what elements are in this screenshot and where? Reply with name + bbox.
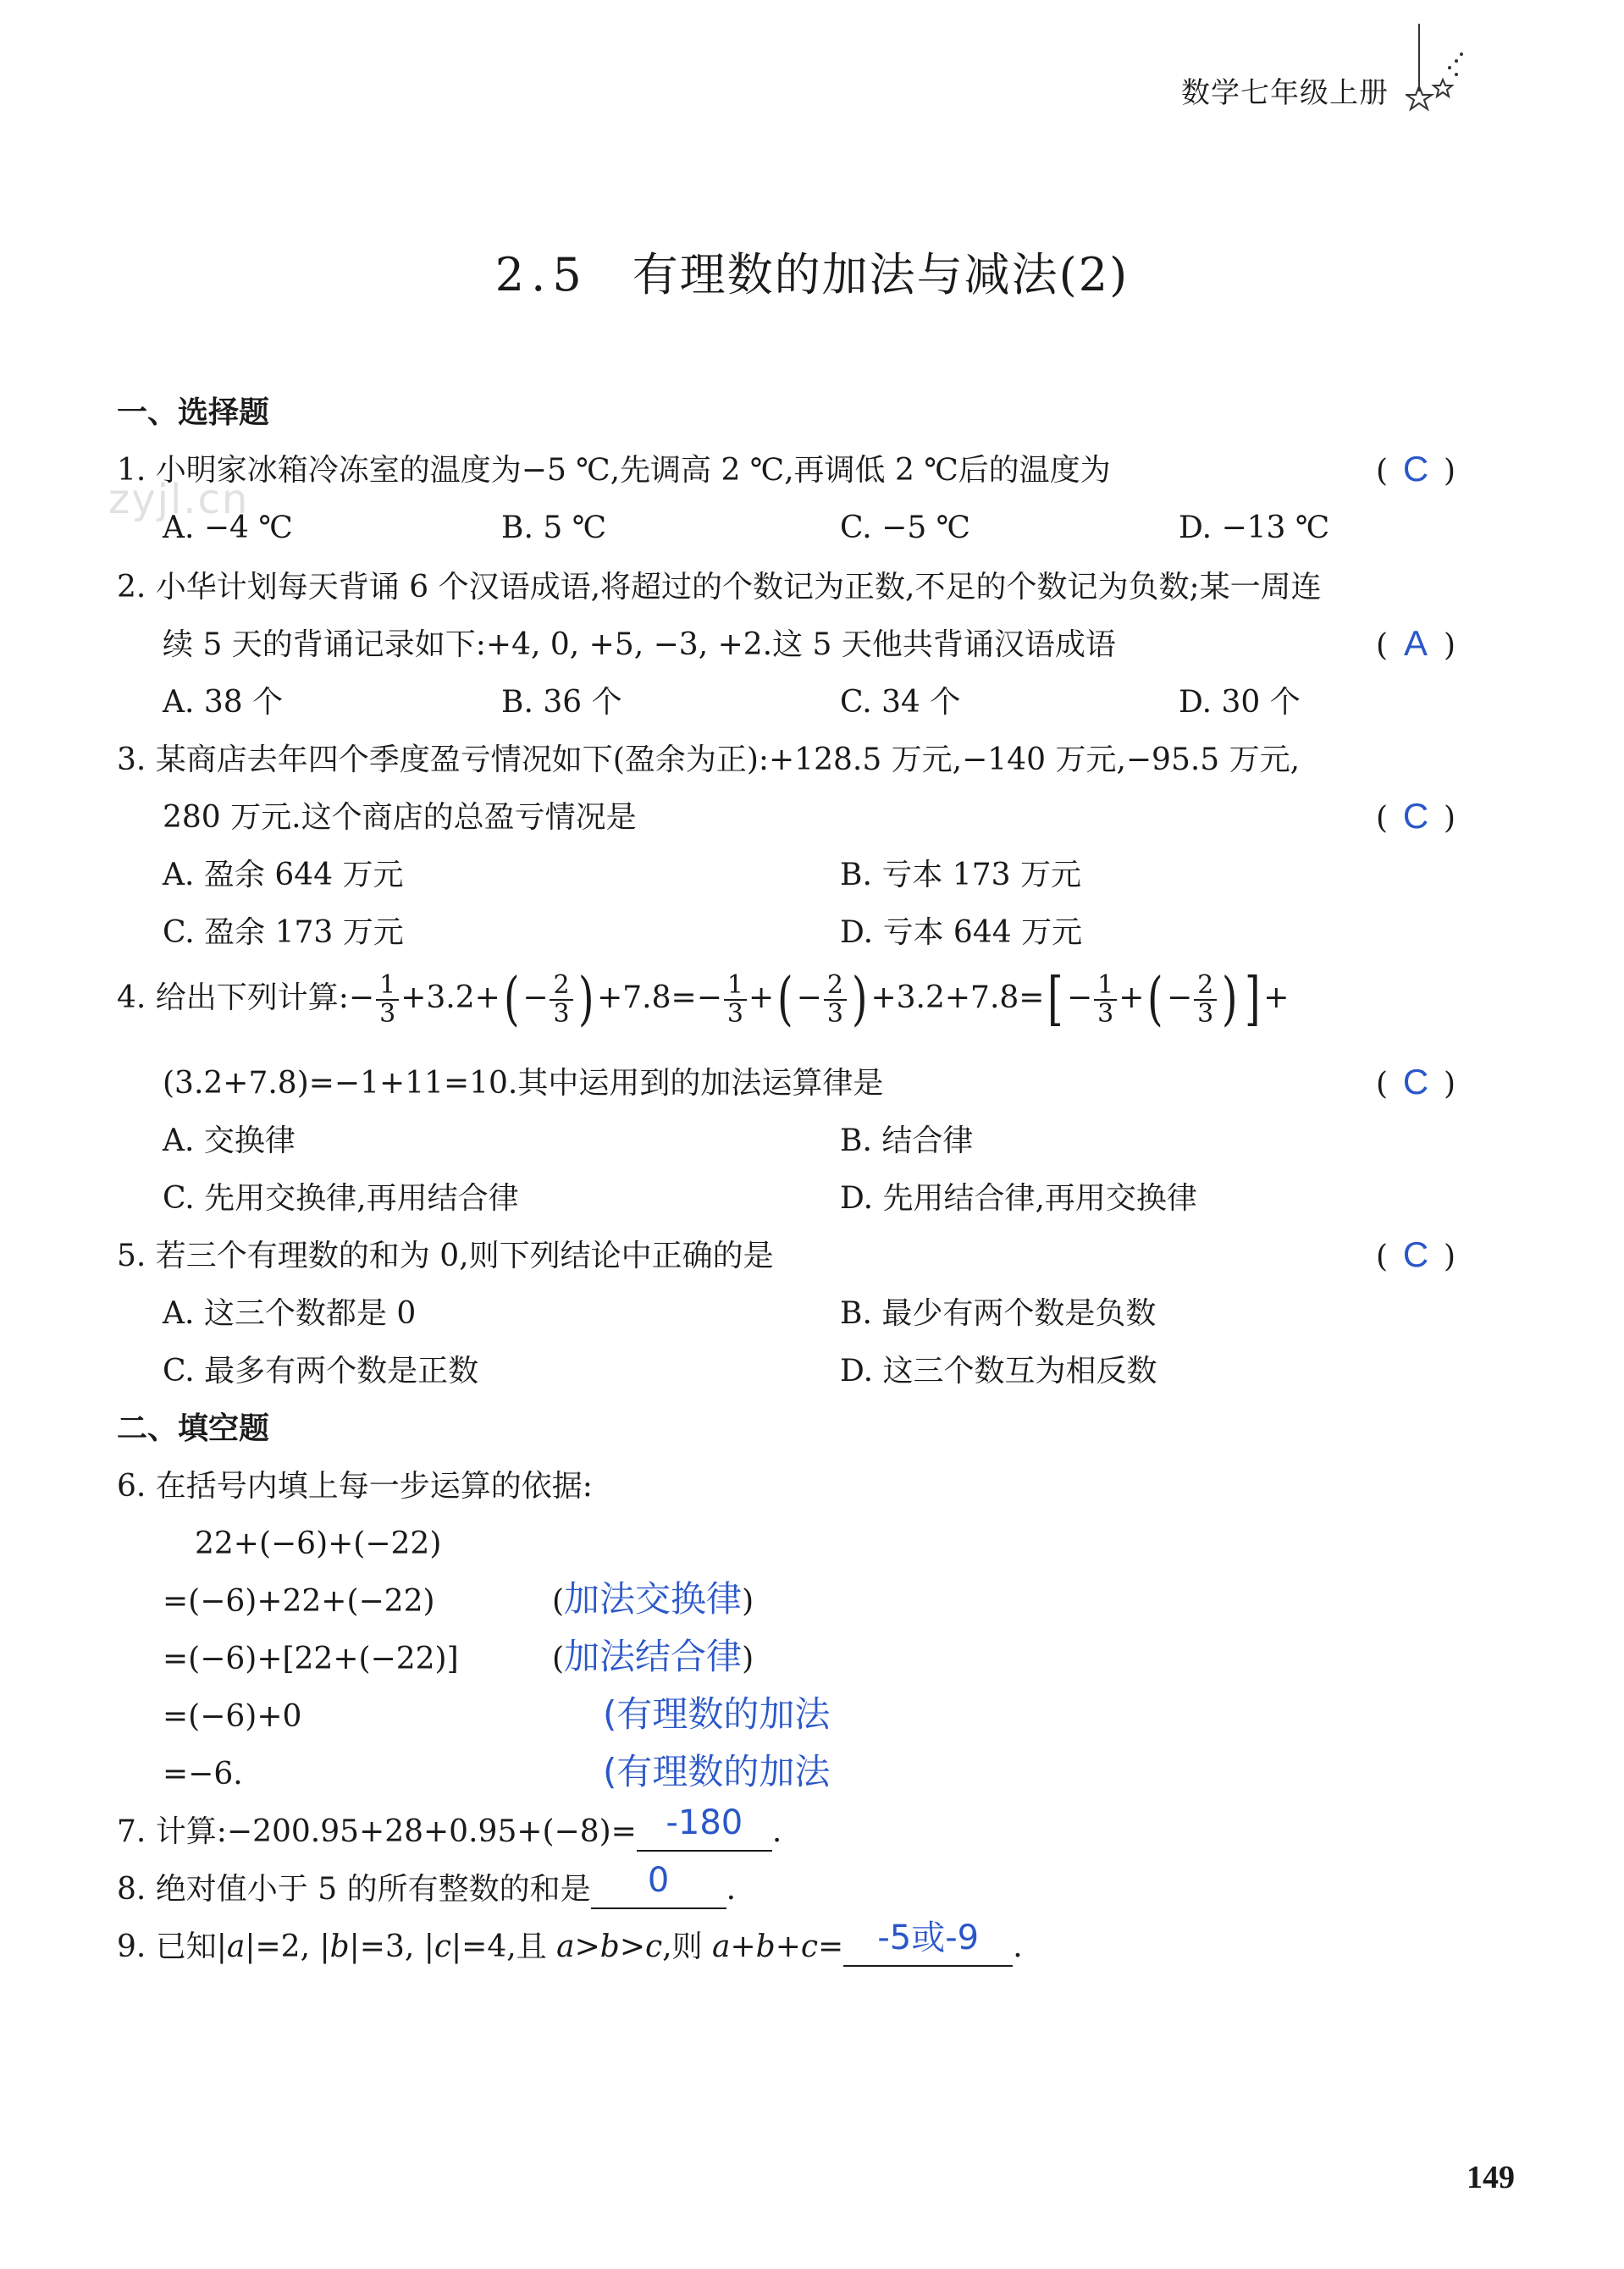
q7-answer: -180: [666, 1803, 743, 1843]
q5-answer-paren: ( C ): [1376, 1234, 1456, 1274]
running-head: 数学七年级上册: [1181, 76, 1389, 110]
q5-stem: 5. 若三个有理数的和为 0,则下列结论中正确的是: [117, 1239, 774, 1273]
q9-answer: -5或-9: [877, 1918, 980, 1958]
q3-option-d: D. 亏本 644 万元: [840, 915, 1083, 950]
q5-answer: C: [1402, 1234, 1429, 1274]
q6-step-reason: (加法结合律): [552, 1636, 754, 1677]
watermark: zyjl.cn: [108, 476, 250, 523]
q2-option-d: D. 30 个: [1179, 685, 1301, 720]
section-heading-fill: 二、填空题: [117, 1411, 270, 1446]
q3-stem-line2: 280 万元.这个商店的总盈亏情况是: [163, 800, 637, 835]
q3-option-b: B. 亏本 173 万元: [840, 858, 1081, 892]
q2-option-c: C. 34 个: [840, 685, 961, 720]
q7-stem: 7. 计算:−200.95+28+0.95+(−8)=: [117, 1814, 637, 1849]
q9-sum: a+b+c: [712, 1929, 819, 1964]
q2-option-a: A. 38 个: [163, 685, 284, 720]
q5-option-b: B. 最少有两个数是负数: [840, 1296, 1157, 1331]
q6-stem: 6. 在括号内填上每一步运算的依据:: [117, 1469, 593, 1504]
q9: 9. 已知|a|=2, |b|=3, |c|=4,且 a>b>c,则 a+b+c= -5或-9 .: [117, 1929, 1023, 1967]
fraction: $\frac{1}{3}$: [724, 972, 747, 1027]
q3-answer-paren: ( C ): [1376, 796, 1456, 836]
q6-step-expr: =(−6)+0: [163, 1699, 302, 1734]
q2-answer: A: [1404, 623, 1428, 663]
q2-answer-paren: ( A ): [1376, 623, 1456, 663]
q1-option-d: D. −13 ℃: [1179, 511, 1330, 545]
q7-blank: [637, 1803, 772, 1852]
q3-answer: C: [1402, 796, 1429, 836]
q3-option-c: C. 盈余 173 万元: [163, 915, 404, 950]
q1-stem: 1. 小明家冰箱冷冻室的温度为−5 ℃,先调高 2 ℃,再调低 2 ℃后的温度为: [117, 453, 1111, 488]
q3-stem-line1: 3. 某商店去年四个季度盈亏情况如下(盈余为正):+128.5 万元,−140 万元,−95.5 万元,: [117, 743, 1301, 777]
q1-option-b: B. 5 ℃: [501, 511, 606, 545]
q4-answer: C: [1402, 1062, 1429, 1101]
q8-stem: 8. 绝对值小于 5 的所有整数的和是: [117, 1872, 591, 1907]
fraction: $\frac{1}{3}$: [1094, 972, 1117, 1027]
q9-inequality: a>b>c: [556, 1929, 663, 1964]
q1-answer: C: [1402, 449, 1429, 489]
page-number: 149: [1467, 2160, 1515, 2195]
q6-step-reason: (加法交换律): [552, 1578, 754, 1620]
fraction: $\frac{1}{3}$: [376, 972, 399, 1027]
q6-step-reason: (有理数的加法: [603, 1751, 831, 1792]
q1-option-c: C. −5 ℃: [840, 511, 970, 545]
q4-option-b: B. 结合律: [840, 1123, 974, 1158]
fraction: $\frac{2}{3}$: [1194, 972, 1217, 1027]
q5-option-d: D. 这三个数互为相反数: [840, 1354, 1157, 1388]
q4-option-c: C. 先用交换律,再用结合律: [163, 1181, 519, 1216]
q6-step-reason: (有理数的加法: [603, 1693, 831, 1735]
q1-answer-paren: ( C ): [1376, 449, 1456, 489]
q4-option-d: D. 先用结合律,再用交换律: [840, 1181, 1197, 1216]
q4-prefix: 4. 给出下列计算:: [117, 980, 349, 1015]
q6-step-expr: 22+(−6)+(−22): [195, 1526, 442, 1561]
q8-answer: 0: [647, 1861, 670, 1901]
page-title: [0, 239, 1624, 304]
q5-option-a: A. 这三个数都是 0: [163, 1296, 417, 1331]
q4-stem-line2: (3.2+7.8)=−1+11=10.其中运用到的加法运算律是: [163, 1066, 884, 1101]
q4-stem-line1: 4. 给出下列计算:− $\frac{1}{3}$ +3.2+( − $\frac{2}{3}$ ) +7.8=− $\frac{1}{3}$ +( − $\frac{2}{3}$ ) +3.2+7.8=[ − $\frac{1}{3}$ +( − $\frac{2}{3}$ ) ] +: [117, 966, 1290, 1033]
q9-blank: [843, 1918, 1013, 1967]
q2-stem-line2: 续 5 天的背诵记录如下:+4, 0, +5, −3, +2.这 5 天他共背诵汉语成语: [163, 627, 1116, 662]
q7: 7. 计算:−200.95+28+0.95+(−8)= -180 .: [117, 1814, 782, 1852]
section-heading-choice: 一、选择题: [117, 395, 270, 430]
fraction: $\frac{2}{3}$: [824, 972, 847, 1027]
fraction: $\frac{2}{3}$: [550, 972, 572, 1027]
q4-option-a: A. 交换律: [163, 1123, 296, 1158]
section-number: 2.5: [494, 248, 588, 301]
q2-stem-line1: 2. 小华计划每天背诵 6 个汉语成语,将超过的个数记为正数,不足的个数记为负数;某一周连: [117, 570, 1322, 605]
q8: 8. 绝对值小于 5 的所有整数的和是 0 .: [117, 1871, 736, 1909]
q8-blank: [591, 1861, 726, 1909]
section-title: 有理数的加法与减法(2): [632, 248, 1130, 301]
q5-option-c: C. 最多有两个数是正数: [163, 1354, 479, 1388]
q6-step-expr: =(−6)+22+(−22): [163, 1584, 435, 1619]
q3-option-a: A. 盈余 644 万元: [163, 858, 404, 892]
q6-step-expr: =(−6)+[22+(−22)]: [163, 1642, 459, 1676]
q1-option-a: A. −4 ℃: [163, 511, 293, 545]
q6-step-expr: =−6.: [163, 1757, 243, 1791]
q4-answer-paren: ( C ): [1376, 1062, 1456, 1101]
star-decoration-icon: [1406, 24, 1482, 117]
q2-option-b: B. 36 个: [501, 685, 622, 720]
